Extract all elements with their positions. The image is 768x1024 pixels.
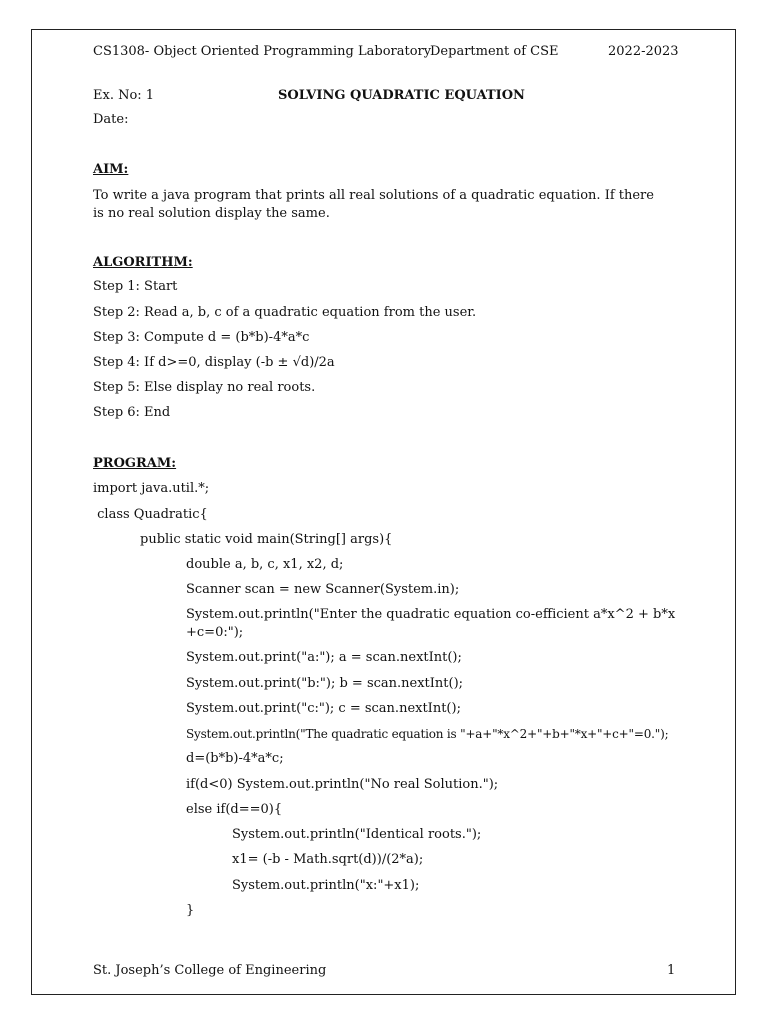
algorithm-step: Step 3: Compute d = (b*b)-4*a*c: [93, 330, 310, 345]
course-title: CS1308- Object Oriented Programming Laboratory: [93, 44, 432, 59]
page-number: 1: [667, 963, 676, 978]
footer-college: St. Joseph’s College of Engineering: [93, 963, 327, 978]
program-heading: PROGRAM:: [93, 456, 177, 471]
code-line: else if(d==0){: [186, 802, 283, 817]
algorithm-step: Step 6: End: [93, 405, 171, 420]
aim-heading: AIM:: [93, 162, 129, 177]
code-line: System.out.println("The quadratic equation is "+a+"*x^2+"+b+"*x+"+c+"=0.");: [186, 727, 669, 741]
code-line: }: [186, 903, 195, 918]
algorithm-heading: ALGORITHM:: [93, 255, 193, 270]
department: Department of CSE: [430, 44, 559, 59]
code-line: System.out.println("x:"+x1);: [232, 878, 420, 893]
algorithm-step: Step 2: Read a, b, c of a quadratic equation from the user.: [93, 305, 477, 320]
exercise-title: SOLVING QUADRATIC EQUATION: [278, 88, 525, 103]
code-line: Scanner scan = new Scanner(System.in);: [186, 582, 460, 597]
code-line: d=(b*b)-4*a*c;: [186, 751, 284, 766]
algorithm-step: Step 4: If d>=0, display (-b ± √d)/2a: [93, 355, 335, 370]
code-line: System.out.print("b:"); b = scan.nextInt();: [186, 676, 464, 691]
code-line: double a, b, c, x1, x2, d;: [186, 557, 344, 572]
code-line: if(d<0) System.out.println("No real Solution.");: [186, 777, 499, 792]
date-label: Date:: [93, 112, 129, 127]
exercise-number: Ex. No: 1: [93, 88, 155, 103]
code-line: System.out.print("a:"); a = scan.nextInt();: [186, 650, 462, 665]
code-line: public static void main(String[] args){: [140, 532, 393, 547]
code-line: x1= (-b - Math.sqrt(d))/(2*a);: [232, 852, 424, 867]
code-line: +c=0:");: [186, 625, 244, 640]
algorithm-step: Step 5: Else display no real roots.: [93, 380, 316, 395]
aim-text: To write a java program that prints all real solutions of a quadratic equation. If there is no real solution display the same.: [93, 188, 654, 221]
algorithm-step: Step 1: Start: [93, 279, 178, 294]
code-line: import java.util.*;: [93, 481, 210, 496]
code-line: System.out.println("Enter the quadratic equation co-efficient a*x^2 + b*x: [186, 607, 676, 622]
code-line: System.out.print("c:"); c = scan.nextInt();: [186, 701, 461, 716]
code-line: class Quadratic{: [93, 507, 208, 522]
academic-year: 2022-2023: [608, 44, 679, 59]
code-line: System.out.println("Identical roots.");: [232, 827, 482, 842]
